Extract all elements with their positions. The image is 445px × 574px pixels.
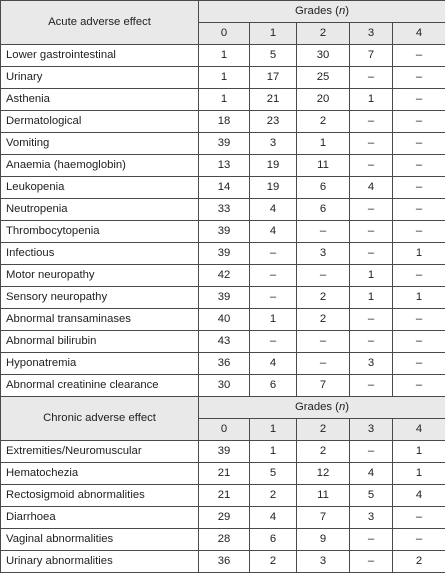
acute-grades-prefix: Grades (: [295, 5, 339, 17]
acute-grade-3: 3: [350, 23, 393, 45]
acute-grade-1-value: –: [250, 265, 297, 287]
acute-row-label: Abnormal creatinine clearance: [1, 375, 199, 397]
acute-grade-4-value: –: [393, 375, 445, 397]
chronic-grade-2-value: 12: [297, 463, 350, 485]
chronic-grades-n: n: [338, 401, 346, 413]
chronic-table-row: [1, 507, 445, 529]
chronic-grade-2-value: 3: [297, 551, 350, 573]
chronic-table-row: [1, 551, 445, 573]
chronic-row-label: Vaginal abnormalities: [1, 529, 199, 551]
acute-grade-0-value: 39: [199, 221, 250, 243]
acute-grade-0-value: 14: [199, 177, 250, 199]
chronic-grade-1-value: 5: [250, 463, 297, 485]
acute-grade-3-value: 4: [350, 177, 393, 199]
acute-grade-3-value: –: [350, 309, 393, 331]
acute-grade-3-value: –: [350, 331, 393, 353]
chronic-grade-3-value: –: [350, 529, 393, 551]
acute-grade-1-value: 23: [250, 111, 297, 133]
acute-grade-3-value: –: [350, 375, 393, 397]
chronic-grade-4-value: –: [393, 529, 445, 551]
acute-grade-2-value: 20: [297, 89, 350, 111]
acute-grade-1-value: 4: [250, 199, 297, 221]
acute-grade-3-value: 1: [350, 89, 393, 111]
chronic-grade-1: 1: [250, 419, 297, 441]
acute-grade-0-value: 33: [199, 199, 250, 221]
acute-table-row: [1, 67, 445, 89]
acute-grades-suffix: ): [345, 5, 350, 17]
chronic-grade-1-value: 1: [250, 441, 297, 463]
acute-table-row: [1, 45, 445, 67]
chronic-row-label: Urinary abnormalities: [1, 551, 199, 573]
acute-grade-2: 2: [297, 23, 350, 45]
acute-grade-2-value: 6: [297, 177, 350, 199]
chronic-grade-4-value: 1: [393, 463, 445, 485]
acute-header-row: [1, 1, 445, 23]
chronic-table-row: [1, 485, 445, 507]
acute-grade-1-value: 19: [250, 177, 297, 199]
acute-table-row: [1, 309, 445, 331]
acute-grades-n: n: [338, 5, 346, 17]
chronic-row-label: Diarrhoea: [1, 507, 199, 529]
acute-grade-3-value: –: [350, 133, 393, 155]
chronic-header-row: [1, 397, 445, 419]
chronic-grade-3-value: 4: [350, 463, 393, 485]
acute-grade-3-value: –: [350, 221, 393, 243]
chronic-grade-4: 4: [393, 419, 445, 441]
acute-grade-4-value: –: [393, 67, 445, 89]
acute-grade-1-value: –: [250, 287, 297, 309]
acute-row-label: Abnormal bilirubin: [1, 331, 199, 353]
acute-grade-4-value: –: [393, 45, 445, 67]
acute-grade-2-value: –: [297, 331, 350, 353]
acute-table-row: [1, 199, 445, 221]
acute-grade-4: 4: [393, 23, 445, 45]
acute-table-row: [1, 133, 445, 155]
acute-row-label: Thrombocytopenia: [1, 221, 199, 243]
chronic-grade-4-value: 4: [393, 485, 445, 507]
acute-grade-4-value: –: [393, 199, 445, 221]
chronic-row-label: Extremities/Neuromuscular: [1, 441, 199, 463]
acute-row-label: Leukopenia: [1, 177, 199, 199]
chronic-grade-3-value: 3: [350, 507, 393, 529]
chronic-grades-suffix: ): [345, 401, 350, 413]
acute-row-label: Neutropenia: [1, 199, 199, 221]
chronic-table-row: [1, 529, 445, 551]
acute-grade-3-value: 3: [350, 353, 393, 375]
acute-grade-3-value: –: [350, 199, 393, 221]
acute-table-row: [1, 221, 445, 243]
acute-grade-2-value: 2: [297, 309, 350, 331]
acute-grade-1-value: 4: [250, 353, 297, 375]
acute-grade-4-value: 1: [393, 243, 445, 265]
acute-grade-0-value: 36: [199, 353, 250, 375]
acute-table-row: [1, 375, 445, 397]
acute-grade-2-value: 2: [297, 287, 350, 309]
acute-grade-4-value: –: [393, 133, 445, 155]
acute-grade-0-value: 39: [199, 133, 250, 155]
acute-grade-1-value: –: [250, 331, 297, 353]
acute-grade-4-value: –: [393, 155, 445, 177]
acute-grade-0-value: 39: [199, 287, 250, 309]
chronic-grade-3: 3: [350, 419, 393, 441]
acute-table-row: [1, 155, 445, 177]
acute-grade-1-value: 1: [250, 309, 297, 331]
acute-row-label: Sensory neuropathy: [1, 287, 199, 309]
acute-table-row: [1, 331, 445, 353]
chronic-grade-2-value: 2: [297, 441, 350, 463]
acute-grade-2-value: 6: [297, 199, 350, 221]
acute-grade-4-value: –: [393, 221, 445, 243]
chronic-grades-header: [199, 397, 445, 419]
chronic-grade-3-value: –: [350, 441, 393, 463]
acute-grade-3-value: 1: [350, 287, 393, 309]
acute-grade-0-value: 13: [199, 155, 250, 177]
acute-grade-0-value: 1: [199, 67, 250, 89]
acute-grade-0-value: 40: [199, 309, 250, 331]
acute-section: [1, 1, 445, 397]
acute-grade-3-value: 7: [350, 45, 393, 67]
chronic-grade-2: 2: [297, 419, 350, 441]
acute-grade-3-value: –: [350, 155, 393, 177]
acute-grade-4-value: –: [393, 353, 445, 375]
chronic-grade-0-value: 28: [199, 529, 250, 551]
acute-grade-4-value: –: [393, 331, 445, 353]
chronic-row-label: Hematochezia: [1, 463, 199, 485]
acute-grade-2-value: 30: [297, 45, 350, 67]
acute-grade-1-value: 17: [250, 67, 297, 89]
acute-table-row: [1, 353, 445, 375]
acute-grade-2-value: –: [297, 265, 350, 287]
chronic-grade-4-value: 1: [393, 441, 445, 463]
acute-grade-0-value: 1: [199, 89, 250, 111]
acute-grade-0-value: 43: [199, 331, 250, 353]
chronic-grade-1-value: 4: [250, 507, 297, 529]
chronic-grade-3-value: 5: [350, 485, 393, 507]
acute-row-label: Infectious: [1, 243, 199, 265]
chronic-grade-1-value: 6: [250, 529, 297, 551]
acute-grade-0-value: 30: [199, 375, 250, 397]
chronic-grade-0-value: 36: [199, 551, 250, 573]
acute-grade-0-value: 39: [199, 243, 250, 265]
acute-grade-1-value: 5: [250, 45, 297, 67]
acute-row-label: Anaemia (haemoglobin): [1, 155, 199, 177]
chronic-row-label: Rectosigmoid abnormalities: [1, 485, 199, 507]
chronic-section: [1, 397, 445, 573]
acute-row-label: Hyponatremia: [1, 353, 199, 375]
acute-grade-1-value: 21: [250, 89, 297, 111]
acute-grade-0-value: 18: [199, 111, 250, 133]
acute-grade-4-value: –: [393, 89, 445, 111]
chronic-grade-2-value: 11: [297, 485, 350, 507]
chronic-section-title: Chronic adverse effect: [1, 397, 199, 441]
acute-table-row: [1, 287, 445, 309]
acute-grade-1-value: –: [250, 243, 297, 265]
acute-grade-1-value: 19: [250, 155, 297, 177]
acute-row-label: Vomiting: [1, 133, 199, 155]
acute-grade-4-value: –: [393, 111, 445, 133]
acute-grade-2-value: –: [297, 221, 350, 243]
acute-table-row: [1, 89, 445, 111]
acute-grade-1-value: 3: [250, 133, 297, 155]
chronic-grade-0-value: 21: [199, 463, 250, 485]
acute-grade-0-value: 42: [199, 265, 250, 287]
acute-row-label: Asthenia: [1, 89, 199, 111]
acute-grade-4-value: –: [393, 309, 445, 331]
acute-table-row: [1, 111, 445, 133]
acute-table-row: [1, 177, 445, 199]
chronic-grade-1-value: 2: [250, 485, 297, 507]
chronic-table-row: [1, 441, 445, 463]
chronic-grade-0-value: 29: [199, 507, 250, 529]
acute-grade-2-value: 2: [297, 111, 350, 133]
acute-grade-0: 0: [199, 23, 250, 45]
chronic-grade-4-value: 2: [393, 551, 445, 573]
chronic-grade-2-value: 7: [297, 507, 350, 529]
acute-grade-4-value: –: [393, 177, 445, 199]
acute-grade-4-value: 1: [393, 287, 445, 309]
acute-grade-2-value: 11: [297, 155, 350, 177]
acute-section-title: Acute adverse effect: [1, 1, 199, 45]
chronic-grade-3-value: –: [350, 551, 393, 573]
acute-grade-3-value: –: [350, 67, 393, 89]
chronic-grade-0-value: 21: [199, 485, 250, 507]
acute-row-label: Urinary: [1, 67, 199, 89]
acute-row-label: Lower gastrointestinal: [1, 45, 199, 67]
acute-grade-1-value: 6: [250, 375, 297, 397]
acute-grade-3-value: –: [350, 243, 393, 265]
chronic-grade-4-value: –: [393, 507, 445, 529]
acute-row-label: Abnormal transaminases: [1, 309, 199, 331]
acute-grade-4-value: –: [393, 265, 445, 287]
acute-row-label: Motor neuropathy: [1, 265, 199, 287]
acute-grade-0-value: 1: [199, 45, 250, 67]
acute-grades-header: [199, 1, 445, 23]
acute-grade-2-value: 25: [297, 67, 350, 89]
acute-grade-3-value: 1: [350, 265, 393, 287]
acute-grade-2-value: 7: [297, 375, 350, 397]
acute-table-row: [1, 265, 445, 287]
chronic-grade-0: 0: [199, 419, 250, 441]
acute-grade-3-value: –: [350, 111, 393, 133]
acute-grade-2-value: –: [297, 353, 350, 375]
acute-grade-2-value: 1: [297, 133, 350, 155]
acute-grade-2-value: 3: [297, 243, 350, 265]
chronic-grade-2-value: 9: [297, 529, 350, 551]
chronic-grade-0-value: 39: [199, 441, 250, 463]
acute-table-row: [1, 243, 445, 265]
chronic-grade-1-value: 2: [250, 551, 297, 573]
acute-row-label: Dermatological: [1, 111, 199, 133]
chronic-grades-prefix: Grades (: [295, 401, 339, 413]
acute-grade-1-value: 4: [250, 221, 297, 243]
acute-grade-1: 1: [250, 23, 297, 45]
chronic-table-row: [1, 463, 445, 485]
